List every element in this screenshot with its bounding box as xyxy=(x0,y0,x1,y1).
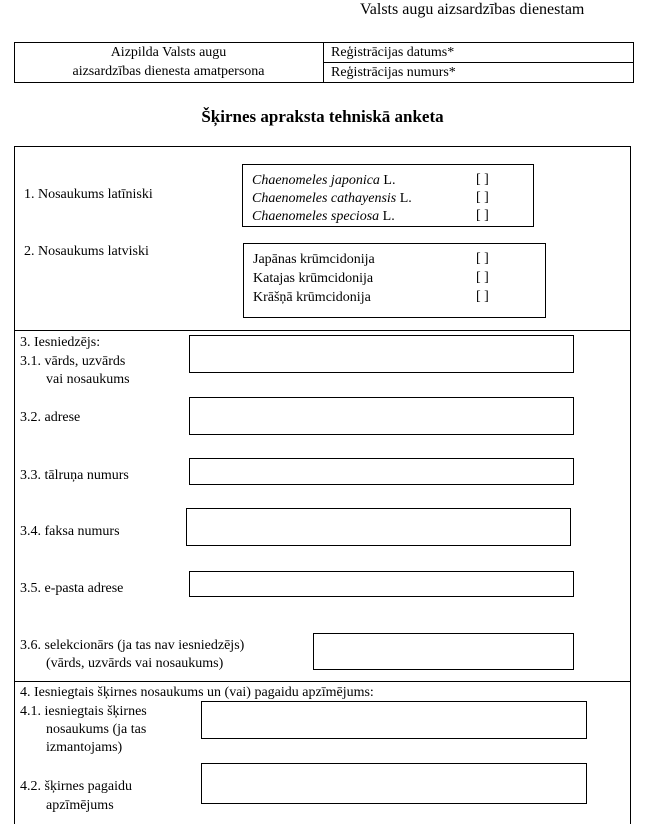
applicant-name-label-cont: vai nosaukums xyxy=(46,372,130,387)
registration-date-label: Reģistrācijas datums* xyxy=(331,45,455,60)
address-field[interactable] xyxy=(189,397,574,435)
fax-label: 3.4. faksa numurs xyxy=(20,524,120,539)
latin-option-cathayensis[interactable] xyxy=(252,190,412,207)
registration-number-label: Reģistrācijas numurs* xyxy=(331,65,456,80)
author-abbrev: L. xyxy=(396,191,412,206)
applicant-section-title: 3. Iesniedzējs: xyxy=(20,335,101,350)
temp-designation-field[interactable] xyxy=(201,763,587,804)
latvian-checkbox-cathayensis[interactable]: [ ] xyxy=(476,270,489,285)
variety-name-label-cont2: izmantojams) xyxy=(46,740,123,755)
official-use-label-line1: Aizpilda Valsts augu xyxy=(110,45,227,60)
latvian-option-speciosa[interactable]: Krāšņā krūmcidonija xyxy=(253,290,371,305)
author-abbrev: L. xyxy=(379,209,395,224)
variety-section-title: 4. Iesniegtais šķirnes nosaukums un (vai) pagaidu apzīmējums: xyxy=(20,685,374,700)
section-divider-2 xyxy=(14,681,631,682)
author-abbrev: L. xyxy=(379,173,396,188)
official-use-label-line2: aizsardzības dienesta amatpersona xyxy=(72,64,265,79)
table-horizontal-divider xyxy=(323,62,634,63)
variety-name-field[interactable] xyxy=(201,701,587,739)
phone-label: 3.3. tālruņa numurs xyxy=(20,468,129,483)
applicant-name-field[interactable] xyxy=(189,335,574,373)
breeder-label: 3.6. selekcionārs (ja tas nav iesniedzējs) xyxy=(20,638,245,653)
latin-option-speciosa[interactable] xyxy=(252,208,395,225)
recipient-heading: Valsts augu aizsardzības dienestam xyxy=(360,1,585,18)
temp-designation-label-cont: apzīmējums xyxy=(46,798,114,813)
latvian-name-label: 2. Nosaukums latviski xyxy=(24,244,149,259)
phone-field[interactable] xyxy=(189,458,574,485)
breeder-field[interactable] xyxy=(313,633,574,670)
form-title: Šķirnes apraksta tehniskā anketa xyxy=(201,107,444,126)
variety-name-label: 4.1. iesniegtais šķirnes xyxy=(20,704,147,719)
latvian-option-japonica[interactable]: Japānas krūmcidonija xyxy=(253,252,375,267)
latin-checkbox-cathayensis[interactable]: [ ] xyxy=(476,190,489,205)
latvian-option-cathayensis[interactable]: Katajas krūmcidonija xyxy=(253,271,374,286)
latvian-checkbox-speciosa[interactable]: [ ] xyxy=(476,289,489,304)
species-name: Chaenomeles cathayensis xyxy=(252,191,397,206)
latvian-checkbox-japonica[interactable]: [ ] xyxy=(476,251,489,266)
latin-checkbox-speciosa[interactable]: [ ] xyxy=(476,208,489,223)
address-label: 3.2. adrese xyxy=(20,410,81,425)
latin-option-japonica[interactable] xyxy=(252,172,395,189)
species-name: Chaenomeles speciosa xyxy=(252,209,380,224)
breeder-label-cont: (vārds, uzvārds vai nosaukums) xyxy=(46,656,224,671)
variety-name-label-cont: nosaukums (ja tas xyxy=(46,722,147,737)
email-label: 3.5. e-pasta adrese xyxy=(20,581,124,596)
section-divider-1 xyxy=(14,330,631,331)
email-field[interactable] xyxy=(189,571,574,597)
applicant-name-label: 3.1. vārds, uzvārds xyxy=(20,354,126,369)
latin-name-label: 1. Nosaukums latīniski xyxy=(24,187,153,202)
fax-field[interactable] xyxy=(186,508,571,546)
latin-checkbox-japonica[interactable]: [ ] xyxy=(476,172,489,187)
species-name: Chaenomeles japonica xyxy=(252,173,380,188)
temp-designation-label: 4.2. šķirnes pagaidu xyxy=(20,779,132,794)
